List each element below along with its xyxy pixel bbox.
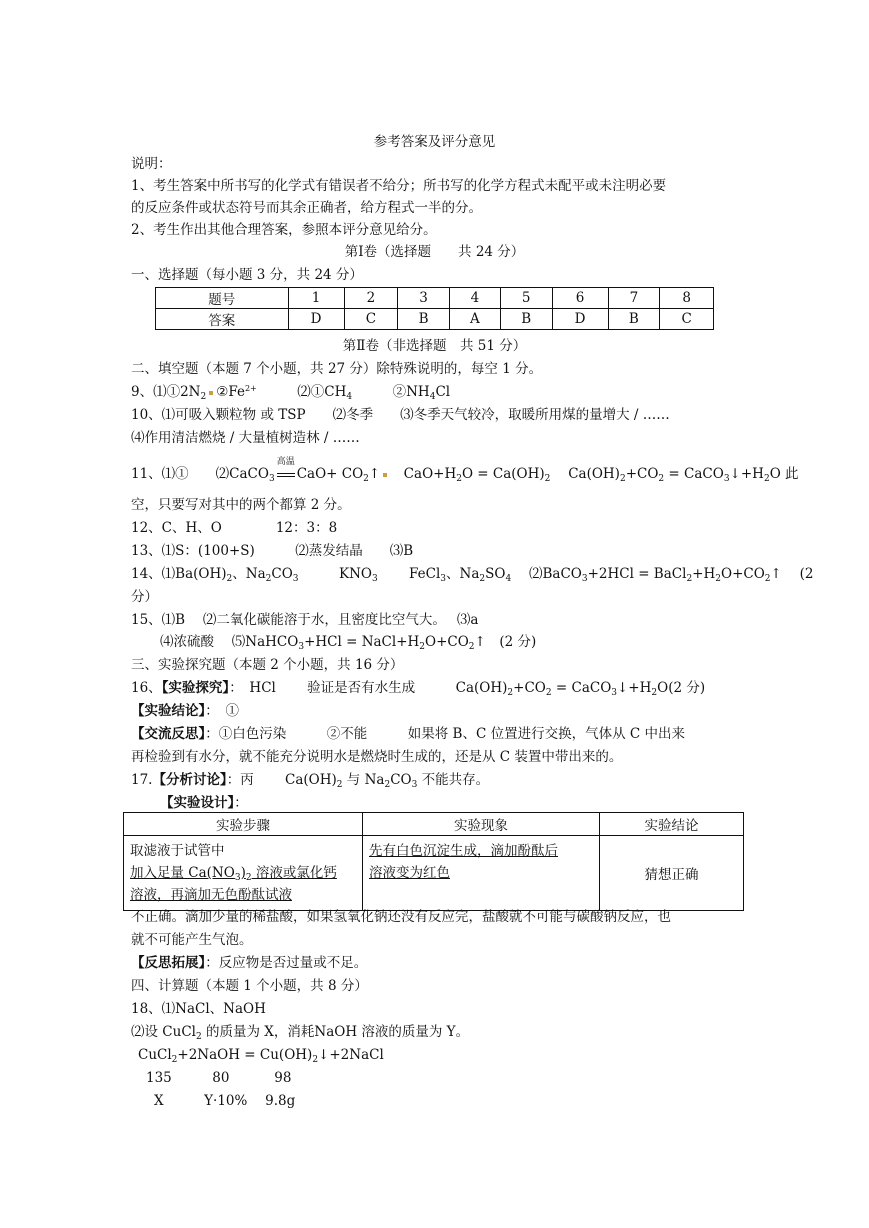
answer-18-unknowns: X Y·10% 9.8g — [154, 1093, 296, 1109]
table-cell: 4 — [449, 288, 500, 309]
answer-17e: 【反思拓展】：反应物是否过量或不足。 — [131, 955, 368, 971]
table-cell: 题号 — [156, 288, 289, 309]
answer-18a: 18、⑴NaCl、NaOH — [131, 1001, 266, 1017]
answer-17a: 17.【分析讨论】：丙 $Ca(OH)_2$ 与 $Na_2CO_3$ 不能共存。 — [131, 772, 490, 790]
section-4-heading: 四、计算题（本题 1 个小题，共 8 分） — [131, 978, 368, 994]
table-header: 实验步骤 — [124, 813, 363, 836]
section-3-heading: 三、实验探究题（本题 2 个小题，共 16 分） — [131, 657, 404, 673]
answer-16b: 【实验结论】： ① — [131, 703, 239, 719]
answer-18-masses: 135 80 98 — [146, 1070, 292, 1086]
table-cell: 2 — [344, 288, 398, 309]
page-title: 参考答案及评分意见 — [373, 134, 496, 150]
answer-11a: 11、⑴① ⑵CaCO$_3$ 高温 $CaO+ CO_2↑$ $CaO+H_2O = Ca(OH)_2$ $Ca(OH)_2+CO_2$ = $CaCO_3↓+H_2O$ 此 — [131, 457, 799, 484]
table-row — [156, 288, 714, 309]
table-cell: 8 — [660, 288, 714, 309]
table-cell: A — [449, 309, 500, 330]
answer-14b: 分） — [131, 589, 158, 605]
table-cell-phenomena: 先有白色沉淀生成，滴加酚酞后 溶液变为红色 — [363, 836, 600, 911]
answer-9: 9、$⑴①2N_2$ $②Fe^{2+}$ $⑵①CH_4$ $②NH_4Cl$ — [131, 384, 451, 402]
table-row — [124, 813, 744, 836]
section-2-heading: 二、填空题（本题 7 个小题，共 27 分）除特殊说明的，每空 1 分。 — [131, 361, 543, 377]
answer-14a: 14、$⑴Ba(OH)_2$、$Na_2CO_3$ $KNO_3$ FeCl$_3$、$Na_2SO_4$ ⑵BaCO$_3$+2HCl = $BaCl_2+H_2O+CO_2↑$ (2 — [131, 566, 814, 584]
table-cell: C — [344, 309, 398, 330]
table-cell: B — [608, 309, 660, 330]
table-cell: 3 — [398, 288, 450, 309]
answer-16a: 16、【实验探究】： HCl 验证是否有水生成 $Ca(OH)_2+CO_2$ = $CaCO_3↓+H_2O(2$ 分) — [131, 680, 706, 698]
answer-17d: 就不可能产生气泡。 — [131, 932, 253, 948]
note-1b: 的反应条件或状态符号而其余正确者，给方程式一半的分。 — [131, 200, 482, 216]
answer-16d: 再检验到有水分，就不能充分说明水是燃烧时生成的，还是从 C 装置中带出来的。 — [131, 749, 623, 765]
answer-15b: ⑷浓硫酸 ⑸NaHCO$_3$+HCl = $NaCl+H_2O+CO_2↑$ (2 分) — [160, 634, 537, 652]
table-row — [156, 309, 714, 330]
table-cell: B — [398, 309, 450, 330]
answer-13: 13、⑴S：(100+S) ⑵蒸发结晶 ⑶B — [131, 543, 414, 559]
note-1a: 1、考生答案中所书写的化学式有错误者不给分；所书写的化学方程式未配平或未注明必要 — [131, 178, 667, 194]
table-cell-conclusion: 猜想正确 — [600, 836, 744, 911]
table-cell: D — [552, 309, 608, 330]
table-cell: B — [500, 309, 552, 330]
table-cell: 6 — [552, 288, 608, 309]
table-header: 实验结论 — [600, 813, 744, 836]
table-cell-steps: 取滤液于试管中 加入足量 $Ca(NO_3)_2$ 溶液或氯化钙 溶液，再滴加无色酚酞试液 — [124, 836, 363, 911]
experiment-table — [123, 812, 744, 911]
answer-10a: 10、⑴可吸入颗粒物 或 TSP ⑵冬季 ⑶冬季天气较冷，取暖所用煤的量增大 / …… — [131, 407, 670, 423]
table-cell: 5 — [500, 288, 552, 309]
step-2: 加入足量 $Ca(NO_3)_2$ 溶液或氯化钙 — [130, 865, 337, 883]
answer-table — [155, 287, 714, 330]
table-cell: 7 — [608, 288, 660, 309]
answer-17c: 不正确。滴加少量的稀盐酸，如果氢氧化钠还没有反应完，盐酸就不可能与碳酸钠反应，也 — [131, 909, 671, 925]
part-2-heading: 第Ⅱ卷（非选择题 共 51 分） — [342, 338, 527, 354]
note-2: 2、考生作出其他合理答案，参照本评分意见给分。 — [131, 222, 437, 238]
answer-18b: ⑵设 CuCl$_2$ 的质量为 X，消耗NaOH 溶液的质量为 Y。 — [131, 1024, 470, 1042]
table-cell: 答案 — [156, 309, 289, 330]
answer-11b: 空，只要写对其中的两个都算 2 分。 — [131, 497, 351, 513]
answer-16c: 【交流反思】：①白色污染 ②不能 如果将 B、C 位置进行交换，气体从 C 中出来 — [131, 726, 685, 742]
answer-10b: ⑷作用清洁燃烧 / 大量植树造林 / …… — [131, 430, 360, 446]
answer-18-equation: CuCl$_2$+2NaOH = $Cu(OH)_2↓+2NaCl$ — [138, 1047, 384, 1065]
table-cell: C — [660, 309, 714, 330]
answer-12: 12、C、H、O 12：3：8 — [131, 520, 338, 536]
answer-15a: 15、⑴B ⑵二氧化碳能溶于水，且密度比空气大。 ⑶a — [131, 612, 479, 628]
section-1-heading: 一、选择题（每小题 3 分，共 24 分） — [131, 267, 363, 283]
table-row — [124, 836, 744, 911]
note-label: 说明： — [131, 156, 172, 172]
answer-17b: 【实验设计】： — [160, 795, 248, 811]
table-cell: D — [288, 309, 344, 330]
part-1-heading: 第Ⅰ卷（选择题 共 24 分） — [344, 244, 525, 260]
table-header: 实验现象 — [363, 813, 600, 836]
table-cell: 1 — [288, 288, 344, 309]
